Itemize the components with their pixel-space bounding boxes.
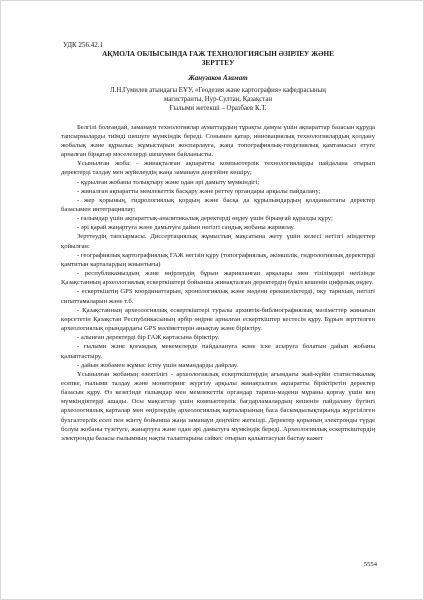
paragraph: - жиналған ақпаратты мемлекеттік басқару және реттеу органдары арқылы пайдалану;	[77, 187, 321, 195]
paragraph: - республикамыздың және өңірлердің бұрын жарияланған арқалары мен тізілімдері негізінде Қазақстанның археологиялық ескерткіштері бойынша жинақталған деректердің бүкіл кешенін цифрлық өңдеу.	[61, 270, 375, 287]
paragraph: - әрі қарай жаңартуға және дамытуға дайын негізгі сандық жобаны жариялау.	[77, 224, 295, 232]
affiliation-line-2: магистранты, Нур-Султан, Қазақстан	[164, 96, 272, 104]
author-affiliation	[61, 86, 375, 114]
author-name: Жанузаков Азамат	[188, 74, 248, 82]
supervisor-line: Ғылыми жетекші – Оразбаев К.Т.	[169, 105, 267, 113]
paragraph: - ескерткіштің GPS координаттарын, хронологиялық және мәдени ерекшеліктерді, оқу тарихын, негізгі сипаттамаларын және т.б.	[61, 288, 375, 305]
paragraph: Ұсынылған жоба: - жинақталған ақпаратты компьютерлік технологияларды пайдалана отырып деректерді талдау мен жүйелеудің жаңа заманауи деңгейіне көшіру;	[61, 160, 375, 177]
title-line-1: АҚМОЛА ОБЛЫСЫНДА ГАЖ ТЕХНОЛОГИЯСЫН ӘЗІРЛЕУ ЖӘНЕ	[102, 50, 334, 58]
paragraph: Зерттеудің тапсырмасы. Диссертациялық жұмыстың мақсатына жету үшін келесі негізгі міндеттер қойылған:	[61, 233, 375, 250]
paragraph: Ұсынылған жобаның өзектілігі - археологиялық ескерткіштердің ағымдағы жай-күйін статистикалық есепке, ғылыми талдау және мониторинг жүргізу арқылы жинақталған ақпаратты біріктіретін деректер базасын құру. Өз кезегінде ғалымдар мен мемлекеттік органдар тарихи-мәдени мұраны қорғау үшін кең мүмкіндіктерді ашады. Осы мақсаттар үшін компьютерлік бағдарламалардың кешенін пайдалану бүгінгі археологиялық карталар мен өңірлердің археологиялық карталарының баса басымдылықтарында жүргізілген бухгалтерлік есеп пен жінтү бойынша жаңа заманауи деңгейге жеткізді. Деректер қорының электронды түрде болуы жобаны түзетуге, жанартуға және одан әрі дамытуға мүмкіндік береді. Археологиялық ескерткіштердің электронды базасы ғылымның нақты талаптарына сәйкес отырып қалыптасуын бастау кажет	[61, 370, 375, 442]
paragraph: Белгілі болғандай, заманауи технологиялар ауматтардың тұрақты дамуы үшін ақпараттар базасын құруда тапсырмаларды тиімді шешуге мүмкіндік береді. Сонымен қатар, инновациялық технологиялардың қолдану жобалық және құрылыс жұмыстарын жоспарлауға, жаңа топографиялық-геодезиялық қамтамасыз етуге арналған бірқатар мәселелерді шешумен байланысты.	[61, 123, 375, 159]
paragraph: - жер қорының, гидрологиялық қордың және басқа да құрылымдардың қолданыстағы деректер базасымен интеграциялау;	[61, 196, 375, 214]
article-title	[61, 50, 375, 68]
page-content	[61, 41, 375, 443]
page-number: 5554	[363, 561, 377, 568]
paragraph: - құрылған жобаны толықтыру және одан әрі дамыту мүмкіндігі;	[77, 178, 260, 186]
paragraph: - географиялық картографиялық ГАЖ негізін құру (топографиялық, әкімшілік, гидрологиялық деректерді қамтитын карталардың жиынтығы)	[61, 251, 375, 268]
affiliation-line-1: Л.Н.Гумилев атындағы ЕҰУ, «Геодезия және картография» кафедрасының	[110, 87, 326, 94]
paragraph: - ғалымдар үшін ақпараттық-аналитикалық деректерді өңдеу үшін бірыңғай құралды құру;	[77, 215, 333, 223]
udk-code: УДК 256.42.1	[63, 41, 103, 49]
article-body	[61, 123, 375, 443]
paragraph: - ғылыми және қоғамдық мекемелерде пайдалануға және іске асыруға болатын дайын жобаны қалыптастыру.	[61, 343, 375, 360]
paragraph: - Қазақстанның археологиялық ескерткіштері туралы архивтік-библиографиялық мәліметтер жинағын көрсететін Қазақстан Республикасының әрбір өңірне арналған ескерткіштер кестесін құру. Бұрын зерттелген археологиялық орындардағы GPS мәліметтерін анықтау және біріктіру.	[61, 306, 375, 333]
title-line-2: ЗЕРТТЕУ	[201, 59, 235, 67]
paragraph: - дайын жобамен жұмыс істеу үшін мамандарды дайрлау.	[77, 361, 239, 369]
paragraph: - алынған деректерді бір ГАЖ картасына біріктіру.	[77, 334, 220, 342]
